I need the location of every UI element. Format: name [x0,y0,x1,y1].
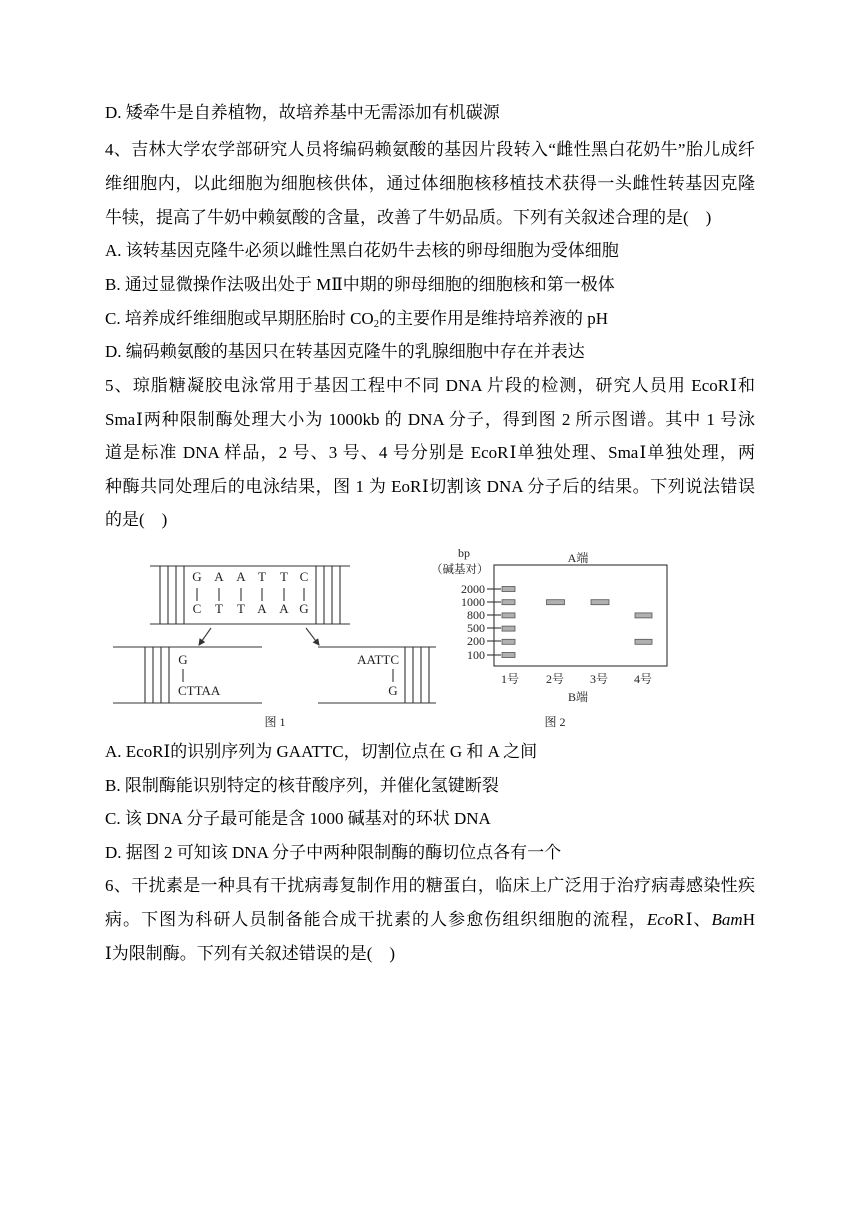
gel-band [502,600,515,605]
q4-option-d: D. 编码赖氨酸的基因只在转基因克隆牛的乳腺细胞中存在并表达 [105,342,585,361]
gel-bottom-end-label: B端 [567,690,589,704]
gel-band [635,613,652,618]
q4-stem-line: 牛犊，提高了牛奶中赖氨酸的含量，改善了牛奶品质。下列有关叙述合理的是( ) [105,208,712,227]
gel-unit-note: （碱基对） [431,564,489,576]
q4-stem-line: 维细胞内，以此细胞为细胞核供体，通过体细胞核移植技术获得一头雌性转基因克隆 [105,174,755,193]
q3-option-d: D. 矮牵牛是自养植物，故培养基中无需添加有机碳源 [105,103,500,122]
gel-band [502,639,515,644]
q5-stem-line: 种酶共同处理后的电泳结果，图 1 为 EoRⅠ切割该 DNA 分子后的结果。下列说法错误 [105,477,755,496]
ladder-label: 200 [467,634,485,648]
q4-option-c-text-rest: 的主要作用是维持培养液的 pH [378,309,609,328]
site-upper-base: T [280,569,288,584]
q5-stem-line: SmaⅠ两种限制酶处理大小为 1000kb 的 DNA 分子，得到图 2 所示图谱。其中 1 号泳 [105,410,755,429]
gel-band [502,626,515,631]
q6-stem-text: 病。下图为科研人员制备能合成干扰素的人参愈伤组织细胞的流程， [105,910,647,929]
site-upper-base: A [214,569,224,584]
gel-top-end-label: A端 [567,551,589,565]
ladder-label: 800 [467,608,485,622]
q5-option-c: C. 该 DNA 分子最可能是含 1000 碱基对的环状 DNA [105,809,491,828]
q5-stem-line: 道是标准 DNA 样品，2 号、3 号、4 号分别是 EcoRⅠ单独处理、SmaⅠ单独处理，两 [105,443,755,462]
left-fragment-sticky-end: CTTAA [178,683,221,698]
q5-option-d: D. 据图 2 可知该 DNA 分子中两种限制酶的酶切位点各有一个 [105,843,562,862]
site-upper-base: G [192,569,202,584]
gel-band [502,653,515,658]
lane-label: 1号 [500,672,520,686]
q5-option-b: B. 限制酶能识别特定的核苷酸序列，并催化氢键断裂 [105,776,499,795]
q4-stem-line: 4、吉林大学农学部研究人员将编码赖氨酸的基因片段转入“雌性黑白花奶牛”胎儿成纤 [105,140,755,159]
q5-figures [0,540,860,740]
enzyme-bamh-italic: Bam [711,910,743,929]
gel-unit-label: bp [458,546,470,560]
q5-option-a: A. EcoRⅠ的识别序列为 GAATTC，切割位点在 G 和 A 之间 [105,742,538,761]
q4-option-b: B. 通过显微操作法吸出处于 MⅡ中期的卵母细胞的细胞核和第一极体 [105,275,615,294]
q4-option-c-text: C. 培养成纤维细胞或早期胚胎时 CO [105,309,374,328]
site-lower-base: C [192,601,202,616]
q5-stem-line: 5、琼脂糖凝胶电泳常用于基因工程中不同 DNA 片段的检测，研究人员用 EcoRⅠ和 [105,376,755,395]
enzyme-bamh-rest: H [742,910,755,929]
site-upper-base: C [299,569,309,584]
site-upper-base: T [258,569,266,584]
gel-band [502,587,515,592]
cut-arrow-left [199,628,211,645]
q6-stem-line: 6、干扰素是一种具有干扰病毒复制作用的糖蛋白，临床上广泛用于治疗病毒感染性疾 [105,876,755,895]
site-lower-base: T [215,601,223,616]
figure-2-caption: 图 2 [544,715,566,729]
gel-band [547,600,565,605]
co2-subscript: 2 [373,318,379,330]
ladder-label: 2000 [461,582,485,596]
q6-stem-line: Ⅰ为限制酶。下列有关叙述错误的是( ) [105,944,396,963]
q4-option-c [105,302,755,336]
lane-label: 2号 [545,672,565,686]
site-lower-base: T [237,601,245,616]
figure-1-caption: 图 1 [264,715,286,729]
site-lower-base: G [299,601,309,616]
site-lower-base: A [257,601,267,616]
gel-bands [502,587,652,658]
figure-2 [431,546,667,729]
right-fragment-lower-end: G [388,683,398,698]
figure-1 [113,566,436,729]
right-fragment-sticky-end: AATTC [357,652,399,667]
enzyme-ecor-italic: Eco [646,910,674,929]
cut-arrow-right [306,628,319,645]
site-upper-base: A [236,569,246,584]
ladder-label: 500 [467,621,485,635]
left-fragment-upper-end: G [178,652,188,667]
lane-label: 3号 [589,672,609,686]
ladder-label: 100 [467,648,485,662]
site-lower-base: A [279,601,289,616]
gel-band [502,613,515,618]
q6-stem-line [105,903,755,937]
ladder-label: 1000 [461,595,485,609]
enzyme-ecor-rest: RⅠ、 [673,910,712,929]
gel-band [591,600,609,605]
q5-stem-line: 的是( ) [105,510,168,529]
lane-label: 4号 [633,672,653,686]
q4-option-a: A. 该转基因克隆牛必须以雌性黑白花奶牛去核的卵母细胞为受体细胞 [105,241,619,260]
gel-band [635,639,652,644]
